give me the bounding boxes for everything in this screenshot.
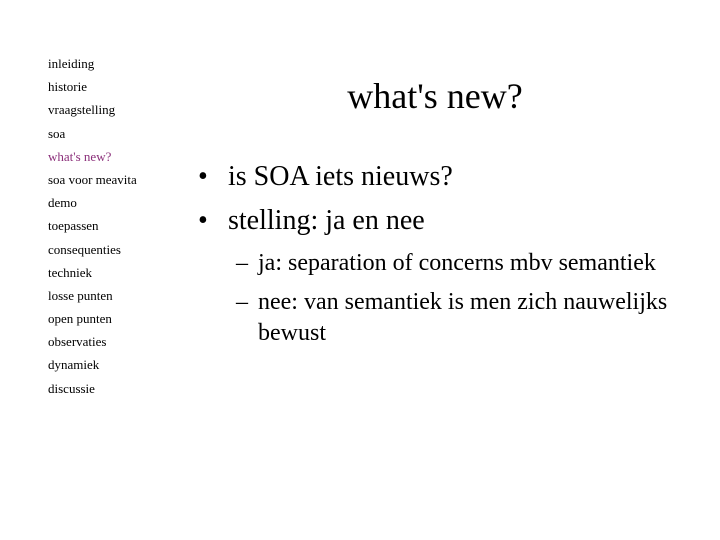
sidebar-item-dynamiek[interactable]: dynamiek [48,357,100,373]
bullet-icon: • [198,161,208,192]
dash-icon: – [236,250,248,276]
sidebar-nav [48,52,198,400]
sidebar-item-techniek[interactable]: techniek [48,264,93,280]
sidebar-item-inleiding[interactable]: inleiding [48,56,95,71]
dash-icon: – [236,289,248,315]
bullet-text: stelling: ja en nee [228,205,425,236]
sidebar-item-soa[interactable]: soa [48,125,66,141]
bullet-text: is SOA iets nieuws? [228,161,453,192]
sub-bullet-text: ja: separation of concerns mbv semantiek [258,250,656,276]
sidebar-item-toepassen[interactable]: toepassen [48,218,99,234]
sidebar-item-discussie[interactable]: discussie [48,380,95,396]
sidebar-item-consequenties[interactable]: consequenties [48,241,121,257]
bullet-item [198,204,708,238]
slide-title: what's new? [347,76,523,116]
sidebar-item-observaties[interactable]: observaties [48,334,107,350]
sidebar-item-whats-new[interactable]: what's new? [48,148,112,164]
sidebar-item-demo[interactable]: demo [48,195,77,211]
bullet-icon: • [198,205,208,236]
sub-bullet-item [198,287,708,349]
sidebar-item-vraagstelling[interactable]: vraagstelling [48,102,116,118]
sidebar-item-soa-voor-meavita[interactable]: soa voor meavita [48,171,137,187]
bullet-item [198,160,708,194]
sidebar-item-open-punten[interactable]: open punten [48,311,112,327]
slide-content [198,160,708,357]
sidebar-item-historie[interactable]: historie [48,79,87,95]
sub-bullet-list [198,248,708,349]
sidebar-item-losse-punten[interactable]: losse punten [48,287,113,303]
sub-bullet-text: nee: van semantiek is men zich nauwelijks bewust [258,289,668,346]
sub-bullet-item [198,248,708,279]
